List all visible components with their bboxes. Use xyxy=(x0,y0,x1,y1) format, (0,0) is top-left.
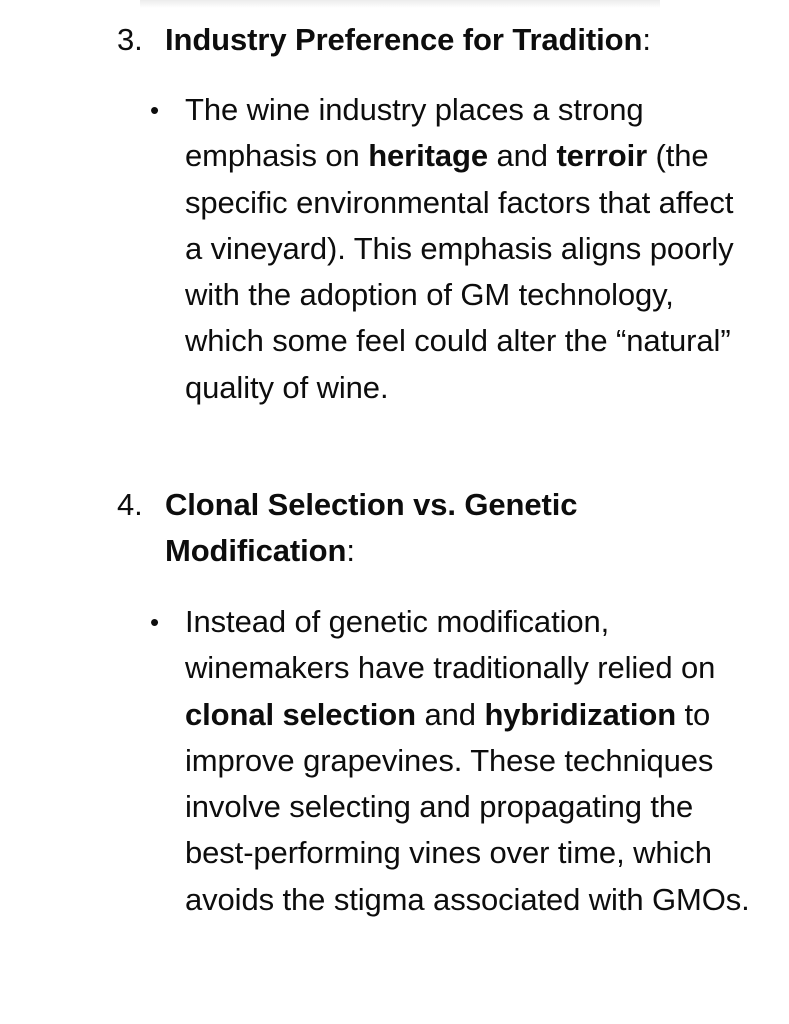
bold-term: terroir xyxy=(556,138,648,174)
bullet-item xyxy=(150,599,750,923)
heading-colon: : xyxy=(642,22,651,57)
heading-colon: : xyxy=(346,533,355,568)
list-number: 3. xyxy=(117,22,143,57)
bullet-marker: • xyxy=(150,95,160,125)
bold-term: clonal selection xyxy=(185,696,416,732)
list-item-heading xyxy=(117,482,737,574)
scroll-edge-shadow xyxy=(140,0,660,8)
list-number: 4. xyxy=(117,487,143,522)
heading-title: Industry Preference for Tradition xyxy=(165,22,643,57)
bullet-marker: • xyxy=(150,607,160,637)
heading-title: Clonal Selection vs. Genetic Modification xyxy=(165,487,578,568)
bullet-item xyxy=(150,87,750,411)
bold-term: hybridization xyxy=(484,696,677,732)
bullet-text: The wine industry places a strong emphasis on heritage and terroir (the specific environmental factors that affect a vineyard). This emphasis aligns poorly with the adoption of GM technology, which some feel could alter the “natural” quality of wine. xyxy=(185,92,734,405)
list-item-heading xyxy=(117,17,737,63)
bullet-text: Instead of genetic modification, winemakers have traditionally relied on clonal selection and hybridization to improve grapevines. These techniques involve selecting and propagating the best-performing vines over time, which avoids the stigma associated with GMOs. xyxy=(185,604,750,917)
bold-term: heritage xyxy=(368,138,488,174)
